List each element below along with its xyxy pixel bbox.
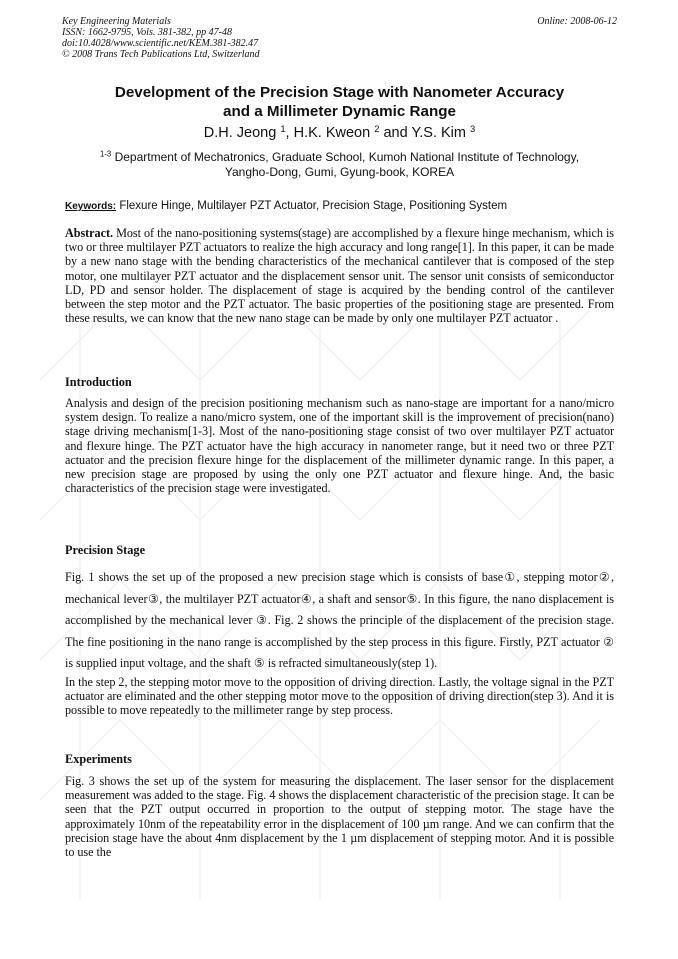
keywords-label: Keywords: (65, 201, 117, 212)
doi-line: doi:10.4028/www.scientific.net/KEM.381-382.47 (62, 38, 259, 49)
author-separator: and (379, 125, 412, 141)
abstract-paragraph (65, 226, 614, 325)
copyright-line: © 2008 Trans Tech Publications Ltd, Switzerland (62, 49, 260, 60)
paper-title (62, 83, 617, 121)
author-3-affil: 3 (470, 122, 476, 134)
introduction-heading: Introduction (65, 375, 132, 389)
author-3: Y.S. Kim (411, 125, 466, 141)
abstract-text: Most of the nano-positioning systems(stage) are accomplished by a flexure hinge mechanism, which is two or three multilayer PZT actuators to realize the high accuracy and long range[1]. In this paper, it can be made by a new nano stage with the bending characteristics of the mechanical cantilever that is composed of the step motor, one multilayer PZT actuator and the displacement sensor unit. The sensor unit consists of semiconductor LD, PD and sensor holder. The displacement of stage is acquired by the bending control of the cantilever between the step motor and the PZT actuator. The basic properties of the positioning stage are presented. From these results, we can know that the new nano stage can be made by only one multilayer PZT actuator . (65, 226, 615, 326)
author-list (62, 124, 617, 142)
author-2: H.K. Kweon (293, 125, 371, 141)
title-line-1: Development of the Precision Stage with Nanometer Accuracy (114, 84, 565, 101)
affiliation-line-2: Yangho-Dong, Gumi, Gyung-book, KOREA (224, 165, 455, 179)
precision-stage-section (65, 543, 614, 717)
affiliation-line-1: Department of Mechatronics, Graduate School, Kumoh National Institute of Technology, (114, 150, 580, 164)
introduction-section (65, 375, 614, 495)
keywords (65, 199, 615, 214)
experiments-section (65, 752, 614, 859)
author-separator: , (285, 125, 294, 141)
journal-header (62, 16, 617, 60)
precision-stage-paragraph-2: In the step 2, the stepping motor move to the opposition of driving direction. Lastly, the voltage signal in the PZT actuator are eliminated and the other stepping motor move to the opposition of driving direction(step 3). And it is possible to move repeatedly to the millimeter range by step process. (65, 674, 614, 717)
precision-stage-heading: Precision Stage (65, 543, 146, 557)
experiments-paragraph: Fig. 3 shows the set up of the system for measuring the displacement. The laser sensor for the displacement measurement was added to the stage. Fig. 4 shows the displacement characteristic of the precision stage. It can be seen that the PZT output occurred in proportion to the output of stepping motor. The stage have the approximately 10nm of the repeatability error in the displacement of 100 µm range. And we can confirm that the precision stage have the about 4nm displacement by the 1 µm displacement of stepping motor. And it is possible to use the (65, 774, 614, 860)
experiments-heading: Experiments (65, 752, 132, 766)
issn-line: ISSN: 1662-9795, Vols. 381-382, pp 47-48 (62, 27, 232, 38)
affiliation (62, 150, 617, 180)
abstract-label: Abstract. (65, 226, 113, 240)
author-1: D.H. Jeong (203, 125, 277, 141)
title-line-2: and a Millimeter Dynamic Range (223, 103, 456, 120)
affiliation-sup: 1-3 (99, 149, 112, 159)
author-1-affil: 1 (280, 122, 286, 134)
author-2-affil: 2 (374, 122, 380, 134)
abstract-section (65, 226, 614, 325)
online-date: Online: 2008-06-12 (537, 16, 617, 27)
introduction-paragraph: Analysis and design of the precision positioning mechanism such as nano-stage are important for a nano/micro system design. To realize a nano/micro system, one of the important skill is the improvement of precision(nano) stage driving mechanism[1-3]. Most of the nano-positioning stage consist of two over multilayer PZT actuator and flexure hinge. The PZT actuator have the high accuracy in nanometer range, but it need two or three PZT actuator and the precision flexure hinge for the displacement of the millimeter dynamic range. In this paper, a new precision stage are proposed by using the only one PZT actuator and flexure hinge. And, the basic characteristics of the precision stage were investigated. (65, 396, 614, 496)
precision-stage-paragraph-1: Fig. 1 shows the set up of the proposed a new precision stage which is consists of base①, stepping motor②, mechanical lever③, the multilayer PZT actuator④, a shaft and sensor⑤. In this figure, the nano displacement is accomplished by the mechanical lever ③. Fig. 2 shows the principle of the displacement of the precision stage. The fine positioning in the nano range is accomplished by the step process in this figure. Firstly, PZT actuator ② is supplied input voltage, and the shaft ⑤ is refracted simultaneously(step 1). (65, 570, 614, 670)
keywords-text: Flexure Hinge, Multilayer PZT Actuator, Precision Stage, Positioning System (119, 200, 508, 212)
journal-name: Key Engineering Materials (62, 16, 171, 27)
